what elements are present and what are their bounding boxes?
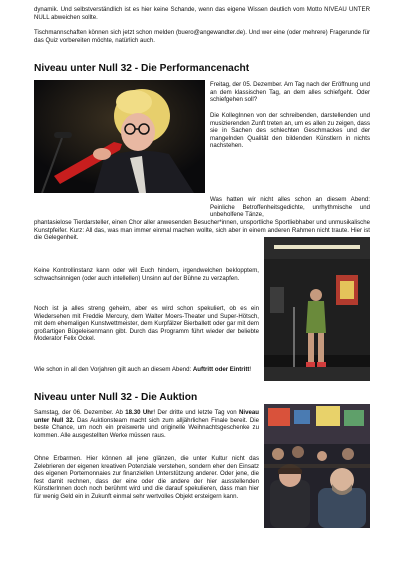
s1-paragraph-4: Keine Kontrollinstanz kann oder will Euch hindern, irgendwelchen beklopptem, schwachsinnigen (oder auch intellellen) Unsinn auf der Bühne zu verzapfen. [34,267,259,282]
auction-photo [264,404,370,528]
s1-paragraph-3b: phantasielose Tierdarsteller, einen Chor aller anwesenden Besucher*innen, unsportliche Sportliebhaber und unmusikalische Kunstpfeifer. Kurz: All das, was man immer einmal machen wollte, sich aber in einem anderen Rahmen nicht traute. Hier ist die Gelegenheit. [34,219,370,242]
s2-p1-c: ! Der dritte und letzte Tag von [153,409,240,416]
s1-p6-bold: Auftritt oder Eintritt [192,366,250,373]
s1-paragraph-1: Freitag, der 05. Dezember. Am Tag nach der Eröffnung und an dem klassischen Tag, an dem alles schiefgeht. Oder schiefgehen soll? [210,81,370,104]
s1-p6-text: Wie schon in all den Vorjahren gilt auch an diesem Abend: [34,366,193,373]
s2-p1-time: 18.30 Uhr [125,409,154,416]
s2-p1-a: Samstag, der 06. Dezember. Ab [34,409,126,416]
performer-photo [34,80,205,193]
s1-paragraph-5: Noch ist ja alles streng geheim, aber es wird schon spekuliert, ob es ein Wiedersehen mit Freddie Mercury, dem Walter Moers-Theater und Super-Hötsch, mit dem ehemaligen Kunstwettmeister, dem Kurpfälzer Bierballett oder gar mit dem großartigen Bügeleisenmann gibt. Durch das Programm führt wieder der beliebte Moderator Felix Ockel. [34,305,259,343]
s2-p1-e: Das Auktionsteam macht sich zum alljährlichen Finale bereit. Die beste Chance, um noch ein preiswerte und originelle Weihnachtsgeschenke zu kommen. Alle ausgestellten Werke müssen raus. [34,416,259,439]
section-heading-performancenacht: Niveau unter Null 32 - Die Performancenacht [34,63,250,74]
stage-photo [264,237,370,381]
s1-p6-end: ! [249,366,252,373]
s2-p1-event: Niveau unter Null 32. [34,409,259,424]
intro-paragraph-2: Tischmannschaften können sich jetzt schon melden (buero@angewandter.de). Und wer eine (oder mehrere) Fragerunde für das Quiz vorbereiten möchte, natürlich auch. [34,29,370,44]
s2-paragraph-1 [34,409,259,439]
s1-paragraph-2: Die KollegInnen von der schreibenden, darstellenden und musizierenden Zunft treten an, um es allen zu zeigen, dass sie in Sachen des schlechten Geschmackes und der mangelnden Qualität den bildenden Künstlern in nichts nachstehen. [210,112,370,150]
s1-paragraph-6 [34,366,259,374]
s1-paragraph-3a: Was hatten wir nicht alles schon an diesem Abend: Peinliche Betroffenheitsgedichte, unrhythmische und unbeholfene Tänze, [210,196,370,219]
s2-paragraph-2: Ohne Erbarmen. Hier können all jene glänzen, die unter Kultur nicht das Zelebrieren der eigenen kreativen Potenziale verstehen, sondern eher den Einsatz des eigenen Portemonnaies zur finanziellen Unterstützung anderer. Oder jene, die fest damit rechnen, dass der eine oder die andere der hier ausstellenden KünstlerInnen doch noch berühmt wird und die darauf spekulieren, dass man hier für wenig Geld ein in Zukunft einmal sehr wertvolles Objekt ersteigern kann. [34,455,259,500]
intro-paragraph-1: dynamik. Und selbstverständlich ist es hier keine Schande, wenn das eigene Wissen deutlich vom Motto NIVEAU UNTER NULL abweichen sollte. [34,6,370,21]
section-heading-auktion: Niveau unter Null 32 - Die Auktion [34,392,198,403]
